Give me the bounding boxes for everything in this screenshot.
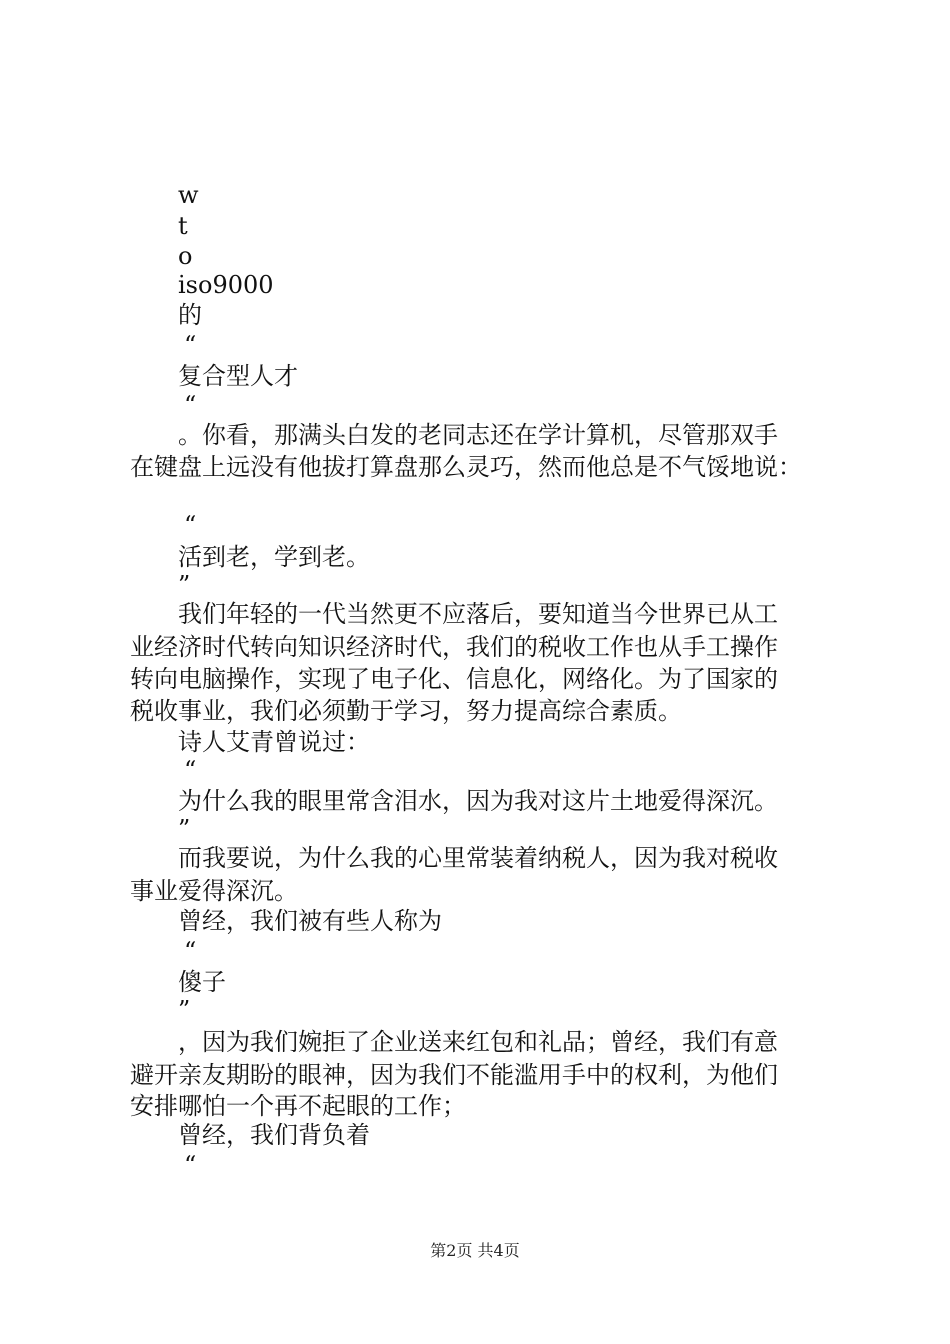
quote-mark: “ — [184, 331, 197, 359]
paragraph-line: 。你看，那满头白发的老同志还在学计算机，尽管那双手 — [178, 421, 778, 449]
quote-mark: ” — [178, 571, 191, 599]
text-line: 活到老，学到老。 — [178, 543, 370, 571]
paragraph-line: 事业爱得深沉。 — [130, 877, 298, 905]
text-line: iso9000 — [178, 271, 274, 299]
paragraph-line: 安排哪怕一个再不起眼的工作； — [130, 1092, 466, 1120]
page-number-footer: 第2页 共4页 — [430, 1241, 520, 1260]
text-line: o — [178, 242, 193, 270]
paragraph-line: 避开亲友期盼的眼神，因为我们不能滥用手中的权利，为他们 — [130, 1061, 778, 1089]
text-line: 傻子 — [178, 968, 226, 996]
quote-mark: “ — [184, 756, 197, 784]
text-line: 复合型人才 — [178, 362, 298, 390]
text-line: 诗人艾青曾说过： — [178, 728, 370, 756]
text-line: 的 — [178, 301, 202, 329]
text-line: 曾经，我们背负着 — [178, 1121, 370, 1149]
text-line: w — [178, 181, 199, 209]
paragraph-line: 转向电脑操作，实现了电子化、信息化，网络化。为了国家的 — [130, 665, 778, 693]
paragraph-line: 我们年轻的一代当然更不应落后，要知道当今世界已从工 — [178, 600, 778, 628]
text-line: t — [178, 212, 188, 240]
paragraph-line: 而我要说，为什么我的心里常装着纳税人，因为我对税收 — [178, 844, 778, 872]
paragraph-line: 业经济时代转向知识经济时代，我们的税收工作也从手工操作 — [130, 633, 778, 661]
paragraph-line: 税收事业，我们必须勤于学习，努力提高综合素质。 — [130, 697, 682, 725]
quote-mark: “ — [184, 937, 197, 965]
text-line: 曾经，我们被有些人称为 — [178, 907, 442, 935]
quote-mark: “ — [184, 391, 197, 419]
quote-mark: ” — [178, 815, 191, 843]
paragraph-line: 在键盘上远没有他拔打算盘那么灵巧，然而他总是不气馁地说： — [130, 453, 802, 481]
quote-mark: ” — [178, 996, 191, 1024]
text-line: 为什么我的眼里常含泪水，因为我对这片土地爱得深沉。 — [178, 787, 778, 815]
quote-mark: “ — [184, 511, 197, 539]
quote-mark: “ — [184, 1151, 197, 1179]
paragraph-line: ，因为我们婉拒了企业送来红包和礼品；曾经，我们有意 — [178, 1028, 778, 1056]
